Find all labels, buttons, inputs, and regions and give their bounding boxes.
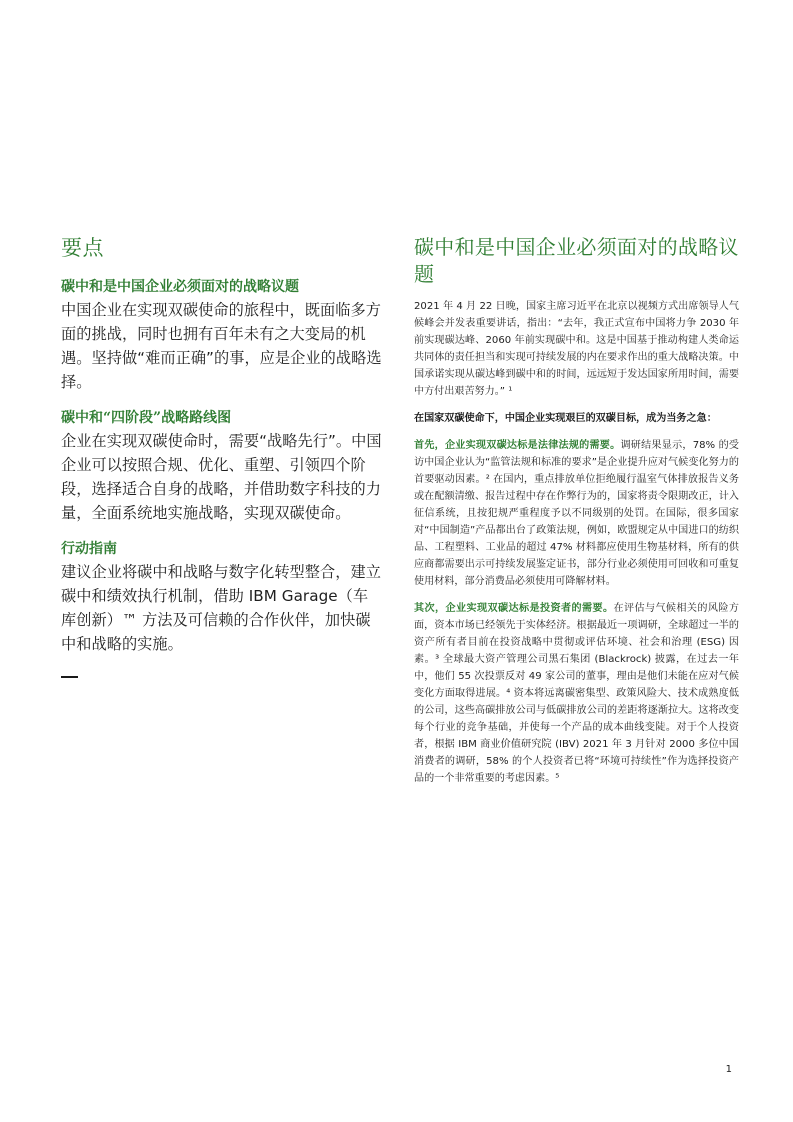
article-paragraph-regulation — [414, 437, 739, 590]
article-paragraph-investors — [414, 600, 739, 787]
investors-lead: 其次，企业实现双碳达标是投资者的需要。 — [414, 603, 614, 614]
article-column — [414, 234, 739, 797]
key-points-column — [61, 234, 383, 678]
key-point-body-1: 中国企业在实现双碳使命的旅程中，既面临多方面的挑战，同时也拥有百年未有之大变局的机遇。坚持做“难而正确”的事，应是企业的战略选择。 — [61, 301, 382, 391]
article-paragraph-intro: 2021 年 4 月 22 日晚，国家主席习近平在北京以视频方式出席领导人气候峰会并发表重要讲话，指出：“去年，我正式宣布中国将力争 2030 年前实现碳达峰、2060 年前实现碳中和。这是中国基于推动构建人类命运共同体的责任担当和实现可持续发展的内在要求作出的重大战略决策。中国承诺实现从碳达峰到碳中和的时间，远远短于发达国家所用时间，需要中方付出艰苦努力。” ¹ — [414, 301, 739, 397]
key-point-title-3: 行动指南 — [61, 541, 117, 557]
section-divider — [61, 676, 78, 678]
article-paragraph-urgency: 在国家双碳使命下，中国企业实现艰巨的双碳目标，成为当务之急： — [414, 413, 717, 424]
investors-body: 在评估与气候相关的风险方面，资本市场已经领先于实体经济。根据最近一项调研，全球超过一半的资产所有者目前在投资战略中贯彻或评估环境、社会和治理 (ESG) 因素。³ 全球最大资产管理公司黑石集团 (Blackrock) 披露，在过去一年中，他们 55 次投票反对 49 家公司的董事，理由是他们未能在应对气候变化方面取得进展。⁴ 资本将远离碳密集型、政策风险大、技术成熟度低的公司，这些高碳排放公司与低碳排放公司的差距将逐渐拉大。这将改变每个行业的竞争基础，并使每一个产品的成本曲线变陡。对于个人投资者，根据 IBM 商业价值研究院 (IBV) 2021 年 3 月针对 2000 多位中国消费者的调研，58% 的个人投资者已将“环境可持续性”作为选择投资产品的一个非常重要的考虑因素。⁵ — [414, 603, 740, 784]
key-point-body-2: 企业在实现双碳使命时，需要“战略先行”。中国企业可以按照合规、优化、重塑、引领四个阶段，选择适合自身的战略，并借助数字科技的力量，全面系统地实施战略，实现双碳使命。 — [61, 432, 382, 522]
key-point-title-1: 碳中和是中国企业必须面对的战略议题 — [61, 279, 299, 295]
key-points-heading: 要点 — [61, 236, 104, 260]
key-point-body-3: 建议企业将碳中和战略与数字化转型整合，建立碳中和绩效执行机制，借助 IBM Garage（车库创新）™ 方法及可信赖的合作伙伴，加快碳中和战略的实施。 — [61, 563, 381, 653]
key-point-title-2: 碳中和“四阶段”战略路线图 — [61, 410, 232, 426]
article-heading: 碳中和是中国企业必须面对的战略议题 — [414, 235, 739, 286]
regulation-lead: 首先，企业实现双碳达标是法律法规的需要。 — [414, 440, 621, 451]
regulation-body: 调研结果显示，78% 的受访中国企业认为“监管法规和标准的要求”是企业提升应对气候变化努力的首要驱动因素。² 在国内，重点排放单位拒绝履行温室气体排放报告义务或在配额清缴、报告过程中存在作弊行为的，国家将责令限期改正，计入征信系统，且按犯规严重程度予以不同级别的处罚。在国际，很多国家对“中国制造”产品都出台了政策法规，例如，欧盟规定从中国进口的纺织品、工程塑料、工业品的超过 47% 材料都应使用生物基材料，所有的供应商都需要出示可持续发展鉴定证书，部分行业必须使用可回收和可重复使用材料，部分消费品必须使用可降解材料。 — [414, 440, 739, 587]
page-number: 1 — [725, 1064, 732, 1075]
